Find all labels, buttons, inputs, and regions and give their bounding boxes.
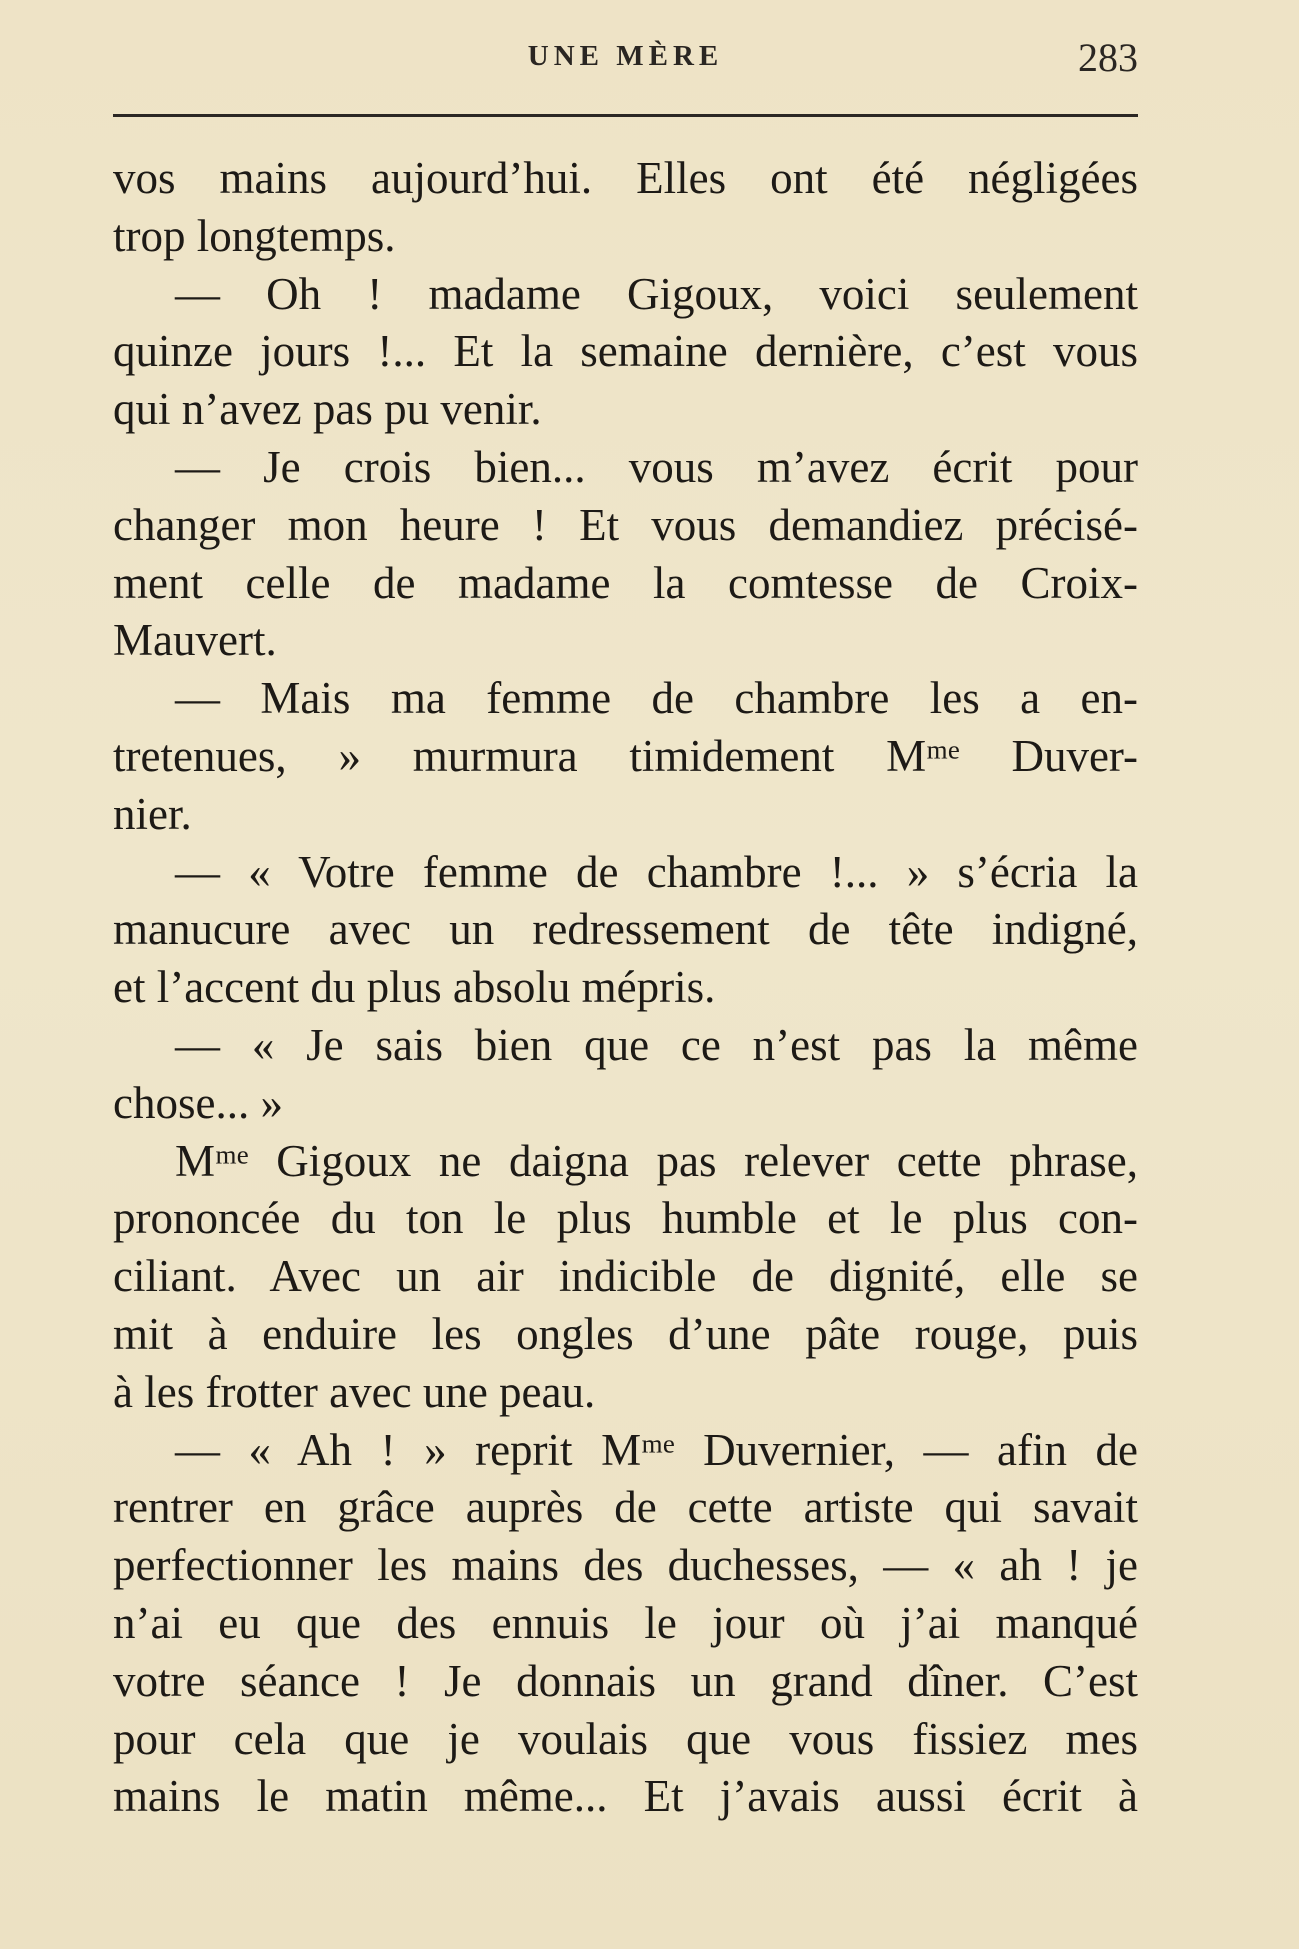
text-line: mains le matin même... Et j’avais aussi écrit à <box>113 1771 1138 1822</box>
running-title: UNE MÈRE <box>527 40 724 72</box>
text-line: qui n’avez pas pu venir. <box>113 384 542 435</box>
text-line: perfectionner les mains des duchesses, — « ah ! je <box>113 1540 1138 1591</box>
body-text <box>113 150 1138 1826</box>
text-line: — Oh ! madame Gigoux, voici seulement <box>175 268 1138 319</box>
text-line: mit à enduire les ongles d’une pâte rouge, puis <box>113 1308 1138 1359</box>
text-line: chose... » <box>113 1077 283 1128</box>
text-line: changer mon heure ! Et vous demandiez précisé- <box>113 499 1138 550</box>
text-line: n’ai eu que des ennuis le jour où j’ai manqué <box>113 1597 1138 1648</box>
text-line: Mauvert. <box>113 615 277 666</box>
text-line: — « Votre femme de chambre !... » s’écria la <box>175 846 1138 897</box>
text-line: ciliant. Avec un air indicible de dignité, elle se <box>113 1251 1138 1302</box>
text-line: trop longtemps. <box>113 210 396 261</box>
text-line: quinze jours !... Et la semaine dernière, c’est vous <box>113 326 1138 377</box>
text-line: rentrer en grâce auprès de cette artiste qui savait <box>113 1482 1138 1533</box>
text-line: Mᵐᵉ Gigoux ne daigna pas relever cette phrase, <box>175 1135 1138 1186</box>
page-number: 283 <box>1078 35 1138 80</box>
text-line: — Je crois bien... vous m’avez écrit pour <box>175 441 1138 492</box>
running-head <box>113 34 1138 84</box>
text-line: — Mais ma femme de chambre les a en- <box>175 673 1138 724</box>
text-line: ment celle de madame la comtesse de Croix- <box>113 557 1138 608</box>
text-line: à les frotter avec une peau. <box>113 1366 596 1417</box>
text-line: manucure avec un redressement de tête indigné, <box>113 904 1138 955</box>
header-rule <box>113 114 1138 117</box>
text-line: — « Ah ! » reprit Mᵐᵉ Duvernier, — afin de <box>175 1424 1138 1475</box>
text-line: votre séance ! Je donnais un grand dîner. C’est <box>113 1655 1138 1706</box>
text-line: nier. <box>113 788 192 839</box>
text-line: pour cela que je voulais que vous fissiez mes <box>113 1713 1138 1764</box>
text-line: et l’accent du plus absolu mépris. <box>113 962 716 1013</box>
text-line: prononcée du ton le plus humble et le plus con- <box>113 1193 1138 1244</box>
text-line: vos mains aujourd’hui. Elles ont été négligées <box>113 153 1138 203</box>
text-line: tretenues, » murmura timidement Mᵐᵉ Duver- <box>113 730 1138 781</box>
text-line: — « Je sais bien que ce n’est pas la même <box>175 1019 1138 1070</box>
